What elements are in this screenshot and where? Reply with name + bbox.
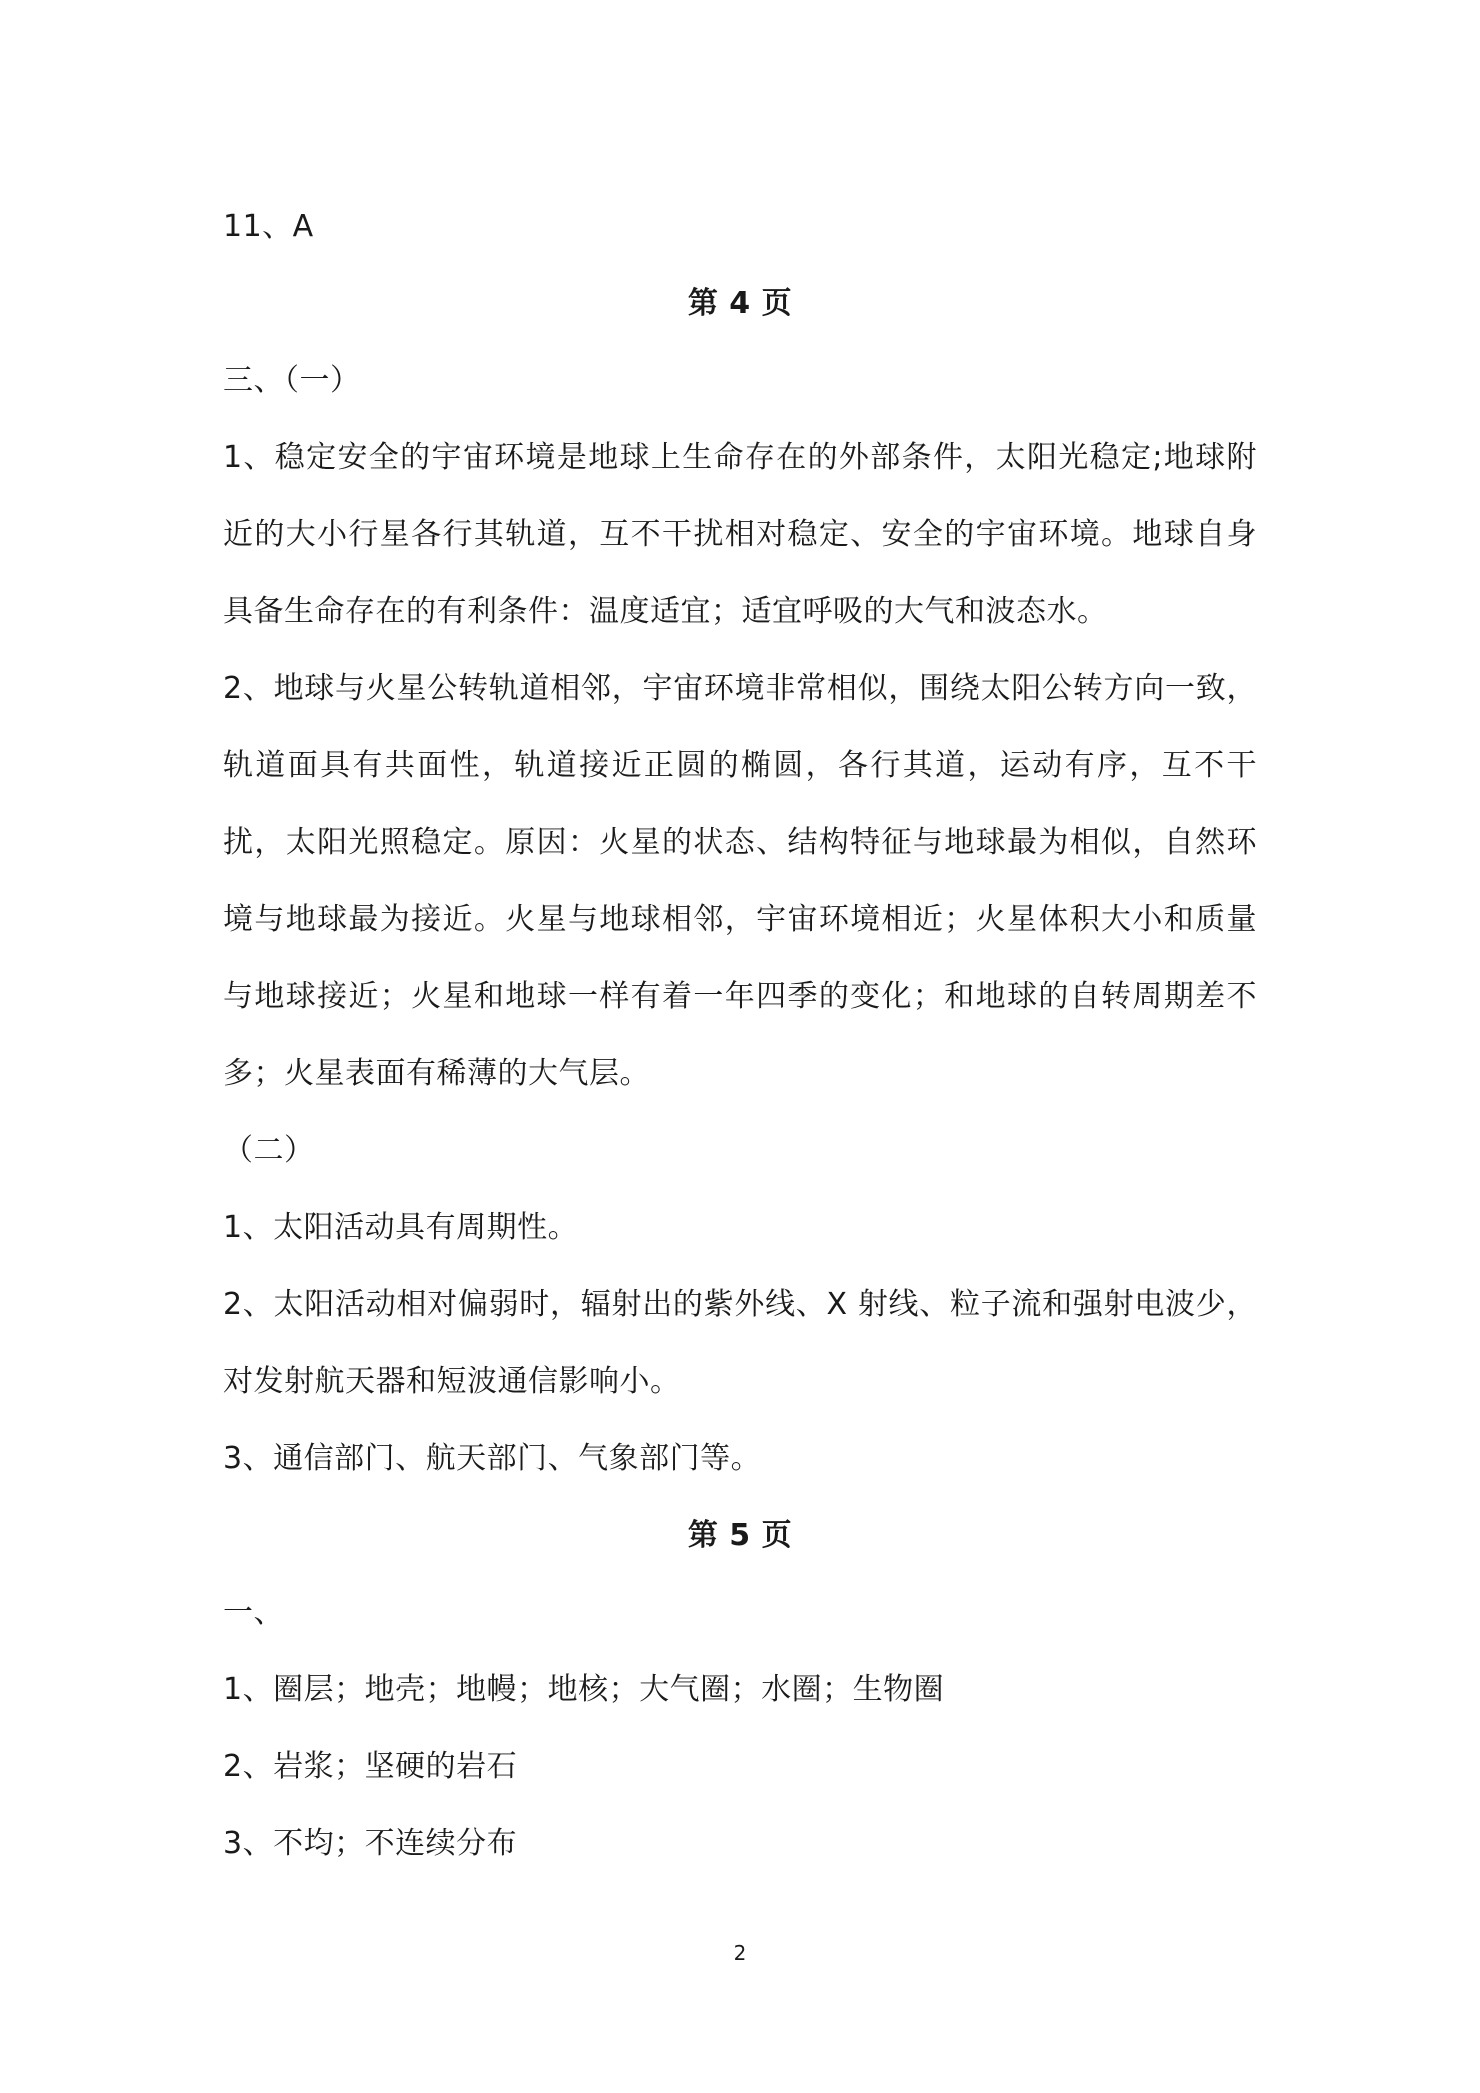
page-5-heading: 第 5 页 bbox=[687, 1518, 793, 1553]
section-3-part-2-label: （二） bbox=[223, 1133, 315, 1168]
answer-11: 11、A bbox=[223, 209, 314, 244]
page-4-heading: 第 4 页 bbox=[687, 286, 793, 321]
section-1-label: 一、 bbox=[223, 1595, 284, 1630]
paragraph-7: 2、岩浆；坚硬的岩石 bbox=[223, 1749, 518, 1784]
page-number: 2 bbox=[733, 1941, 747, 1965]
paragraph-3: 1、太阳活动具有周期性。 bbox=[223, 1210, 579, 1245]
paragraph-4: 2、太阳活动相对偏弱时，辐射出的紫外线、X 射线、粒子流和强射电波少，对发射航天器和短波通信影响小。 bbox=[223, 1287, 1257, 1399]
paragraph-1: 1、稳定安全的宇宙环境是地球上生命存在的外部条件，太阳光稳定;地球附近的大小行星各行其轨道，互不干扰相对稳定、安全的宇宙环境。地球自身具备生命存在的有利条件：温度适宜；适宜呼吸的大气和波态水。 bbox=[223, 440, 1257, 629]
section-3-part-1-label: 三、（一） bbox=[223, 363, 361, 398]
paragraph-5: 3、通信部门、航天部门、气象部门等。 bbox=[223, 1441, 762, 1476]
paragraph-8: 3、不均；不连续分布 bbox=[223, 1826, 518, 1861]
paragraph-2: 2、地球与火星公转轨道相邻，宇宙环境非常相似，围绕太阳公转方向一致，轨道面具有共面性，轨道接近正圆的椭圆，各行其道，运动有序，互不干扰，太阳光照稳定。原因：火星的状态、结构特征与地球最为相似，自然环境与地球最为接近。火星与地球相邻，宇宙环境相近；火星体积大小和质量与地球接近；火星和地球一样有着一年四季的变化；和地球的自转周期差不多；火星表面有稀薄的大气层。 bbox=[223, 671, 1257, 1091]
paragraph-6: 1、圈层；地壳；地幔；地核；大气圈；水圈；生物圈 bbox=[223, 1672, 945, 1707]
document-body bbox=[223, 188, 1257, 1882]
